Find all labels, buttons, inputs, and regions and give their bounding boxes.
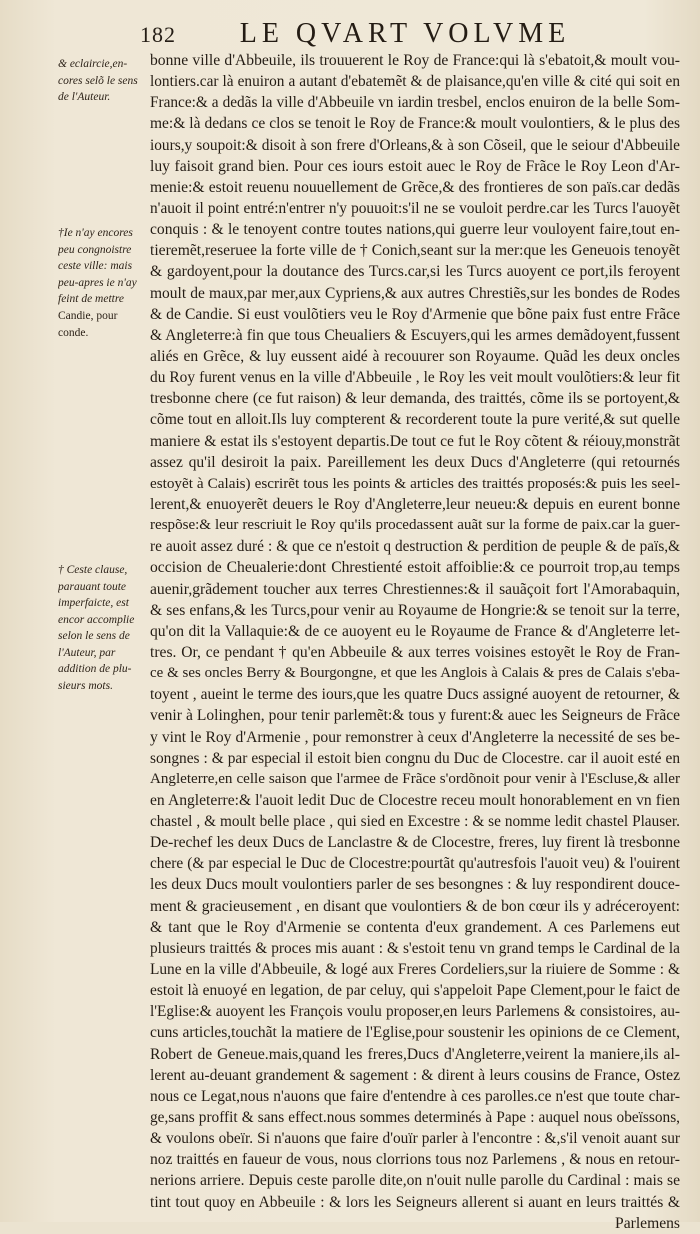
text-line: Parlemens — [615, 1214, 680, 1232]
text-line: & Angleterre:à fin que tous Cheualiers & Escuyers,qui les armes demãdoyent,fussent — [150, 326, 680, 344]
text-line: ge,sans proffit & sans effect.nous sommes determinés à Pape : auquel nous obeïssons, — [150, 1109, 680, 1127]
text-line: nous ce Legat,nous n'auons que faire d'entendre à ces parolles.ce n'est que toute char- — [150, 1087, 680, 1105]
text-line: aliés en Grẽce, & luy eussent aidé à recouurer son Royaume. Quãd les deux oncles — [150, 347, 680, 365]
margin-note — [58, 562, 150, 694]
text-line: Lune en la ville d'Abbeuile, & logé aux Freres Cordeliers,sur la riuiere de Somme : & — [150, 961, 680, 979]
margin-note — [58, 225, 150, 308]
text-line: Robert de Geneue.mais,quand les freres,Ducs d'Angleterre,veirent la maniere,ils al- — [150, 1045, 680, 1063]
text-line: du Roy furent venus en la ville d'Abbeuile , le Roy les veit moult voulõtiers:& leur fit — [150, 369, 680, 387]
text-line: tresbonne chere (ce fut raison) & leur demanda, des traittés, cõme ils se portoyent,& — [150, 390, 680, 408]
margin-note-line: de l'Auteur. — [58, 91, 111, 103]
text-line: lerent,& enuoyerẽt deuers le Roy d'Angleterre,leur neueu:& depuis en eurent bonne — [150, 495, 680, 513]
margin-note-line: conde. — [58, 326, 89, 339]
margin-note-line: †Ie n'ay encores — [58, 227, 133, 239]
text-line: noz traittés en faueur de vous, nous clorrions tous noz Parlemens , & nous en retour- — [150, 1151, 680, 1169]
margin-note-line: † Ceste clause, — [58, 564, 128, 576]
text-line: estoyẽt à Calais) escrirẽt tous les points & articles des traittés proposés:& puis les seel- — [150, 474, 680, 492]
margin-note-line: Candie, pour — [58, 310, 118, 322]
text-line: ment & gracieusement , en disant que voulontiers & de bon cœur ils y adréceroyent: — [150, 897, 680, 915]
text-line: & tant que le Roy d'Armenie se contenta d'eux grandement. A ces Parlemens eut — [150, 918, 680, 936]
text-line: estoit là enuoyé en legation, de par celuy, qui s'appeloit Pape Clement,pour le faict de — [150, 982, 680, 1000]
margin-note — [58, 308, 150, 341]
text-line: lerent au-deuant grandement & sagement : & dirent à leurs cousins de France, Ostez — [150, 1066, 680, 1084]
text-line: cõme tout en alloit.Ils luy compterent & recorderent toute la pure verité,& sut quelle — [150, 411, 680, 429]
margin-note-line: cores selõ le sens — [58, 74, 138, 87]
text-line: songnes : & par especial il estoit bien congnu du Duc de Clocestre. car il auoit esté en — [150, 749, 680, 767]
text-line: y vint le Roy d'Armenie , pour remonstrer à ceux d'Angleterre la necessité de ses be- — [150, 728, 680, 746]
text-line: en Angleterre:& l'auoit ledit Duc de Clocestre receu moult honorablement en vn fien — [150, 791, 680, 809]
margin-note-line: addition de plu- — [58, 663, 132, 675]
text-line: n'auoit il point entré:n'entrer n'y pouuoit:s'il ne se vouloit perdre.car les Turcs l'auoyẽt — [150, 199, 680, 217]
text-line: & ses enfans,& les Turcs,pour venir au Royaume de Hongrie:& se tenoit sur la terre, — [150, 601, 680, 619]
text-line: chastel , & moult belle place , qui sied en Excestre : & se nomme ledit chastel Plauser. — [150, 813, 680, 831]
text-line: & gardoyent,pour la doutance des Turcs.car,si les Turcs auoyent ce port,ils feroyent — [150, 263, 680, 281]
text-line: conquis : & le tenoyent contre toutes nations,qui guerre leur vouloyent faire,tout en- — [150, 221, 680, 239]
text-line: France:& a dedãs la ville d'Abbeuile vn iardin tresbel, enclos enuiron de la belle Som- — [150, 94, 680, 112]
text-line: toyent , aueint le terme des iours,que les quatre Ducs assigné auoyent de retourner, & — [150, 686, 680, 704]
page-number: 182 — [140, 22, 176, 47]
margin-note-line: peu congnoistre — [58, 243, 132, 256]
text-line: menie:& estoit reuenu nouuellement de Grẽce,& des frontieres de son païs.car dedãs — [150, 178, 680, 196]
margin-note-line: sieurs mots. — [58, 679, 113, 692]
text-line: tint tout quoy en Abbeuile : & lors les Seigneurs allerent si auant en leurs traittés & — [150, 1193, 680, 1211]
text-line: moult de maux,par mer,aux Cypriens,& aux autres Chrestiẽs,sur les bondes de Rodes — [150, 284, 680, 302]
margin-note-line: encor accomplie — [58, 613, 135, 626]
text-line: re auoit assez duré : & que ce n'estoit q destruction & perdition de peuple & de païs,& — [150, 538, 680, 556]
margin-note-line: & eclaircie,en- — [58, 58, 128, 70]
margin-note — [58, 56, 150, 106]
text-line: De-rechef les deux Ducs de Lanclastre & de Clocestre, freres, luy firent là tresbonne — [150, 834, 680, 852]
text-line: bonne ville d'Abbeuile, ils trouuerent le Roy de France:qui là s'ebatoit,& moult vou- — [150, 52, 680, 69]
margin-note-line: l'Auteur, par — [58, 646, 116, 659]
margin-note-line: ceste ville: mais — [58, 260, 133, 272]
text-line: & voulons obeïr. Si n'auons que faire d'ouïr parler à l'encontre : &,s'il venoit auant sur — [150, 1130, 680, 1148]
text-line: qu'on dit la Vallaquie:& de ce auoyent eu le Royaume de France & d'Angleterre let- — [150, 622, 680, 640]
text-line: cuns articles,touchãt la matiere de l'Eglise,pour soustenir les opinions de ce Clement, — [150, 1024, 680, 1042]
text-line: tres. Or, ce pendant † qu'en Abbeuile & aux terres voisines estoyẽt le Roy de Fran- — [150, 643, 680, 661]
text-line: maniere & estat ils s'estoyent departis.De tout ce fut le Roy cõtent & réiouy,monstrãt — [150, 432, 680, 450]
body-text — [150, 50, 680, 1234]
running-title: LE QVART VOLVME — [239, 18, 571, 49]
text-line: venir à Lolinghen, pour tenir parlemẽt:& tous y furent:& auec les Seigneurs de Frãce — [150, 707, 680, 725]
text-line: respõse:& leur rescriuit le Roy qu'ils procedassent auãt sur la forme de paix.car la guer- — [150, 517, 680, 534]
text-line: iours,y soupoit:& disoit à son frere d'Orleans,& à son Cõseil, que le seiour d'Abbeuile — [150, 136, 680, 154]
margin-note-line: imperfaicte, est — [58, 597, 129, 609]
text-line: & de Candie. Si eust voulõtiers veu le Roy d'Armenie que bõne paix fust entre Frãce — [150, 305, 680, 323]
text-line: lontiers.car là enuiron a autant d'ebatemẽt & de plaisance,qu'en ville & cité qui soit en — [150, 73, 680, 91]
text-line: nerions arriere. Depuis ceste parolle dite,on n'ouit nulle parolle du Cardinal : mais se — [150, 1172, 680, 1190]
text-line: assez qu'il desiroit la paix. Pareillement les deux Ducs d'Angleterre (qui retournés — [150, 453, 680, 471]
text-line: plusieurs traittés & proces mis auant : & s'estoit tenu vn grand temps le Cardinal de la — [150, 939, 680, 957]
text-line: occision de Cheualerie:dont Chrestienté estoit affoiblie:& ce pourroit trop,au temps — [150, 559, 680, 577]
text-line: les deux Ducs moult voulontiers parler de ses besongnes : & luy respondirent douce- — [150, 876, 680, 894]
margin-note-line: selon le sens de — [58, 630, 130, 642]
text-line: Angleterre,en celle saison que l'armee de Frãce s'ordõnoit pour venir à l'Escluse,& aller — [150, 770, 680, 787]
text-line: luy faisoit grand bien. Pour ces iours estoit auec le Roy de Frãce le Roy Leon d'Ar- — [150, 157, 680, 175]
margin-note-line: parauant toute — [58, 580, 127, 593]
text-line: tieremẽt,reseruee la forte ville de † Conich,seant sur la mer:que les Geneuois tenoyẽt — [150, 242, 680, 260]
text-line: ce & ses oncles Berry & Bourgongne, et que les Anglois à Calais & pres de Calais s'eba- — [150, 665, 680, 682]
margin-note-line: peu-apres ie n'ay — [58, 276, 137, 289]
text-line: auenir,grãdement toucher aux terres Chrestiennes:& il sauãçoit fort l'Amorabaquin, — [150, 580, 680, 598]
text-line: l'Eglise:& auoyent les François voulu proposer,en leurs Parlemens & consistoires, au- — [150, 1003, 680, 1021]
text-line: chere (& par especial le Duc de Clocestre:pourtãt qu'autresfois l'auoit veu) & l'ouirent — [150, 855, 680, 873]
margin-note-line: feint de mettre — [58, 293, 124, 305]
text-line: me:& là dedans ce clos se tenoit le Roy de France:& moult voulontiers, & le plus des — [150, 115, 680, 133]
